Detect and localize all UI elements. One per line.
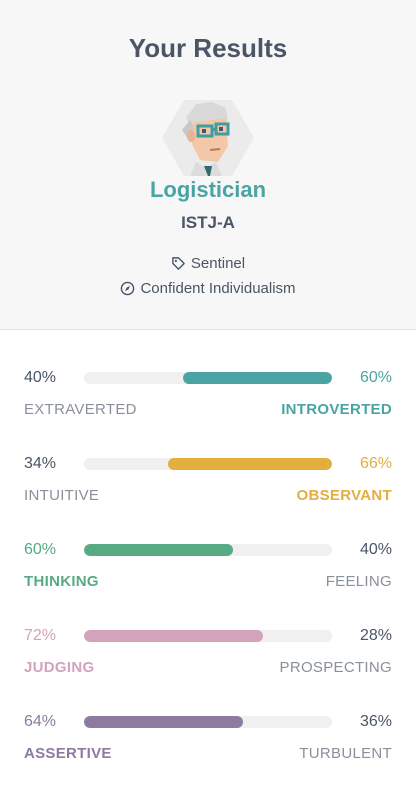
trait-right-label: TURBULENT xyxy=(299,745,392,762)
trait-left-percent: 72% xyxy=(24,627,57,644)
tag-icon xyxy=(171,256,186,271)
trait-bar xyxy=(84,630,332,642)
role-row xyxy=(0,255,416,272)
role-label: Sentinel xyxy=(190,255,246,272)
trait-left-label: ASSERTIVE xyxy=(24,745,112,762)
trait-bar xyxy=(84,544,332,556)
trait-left-label: EXTRAVERTED xyxy=(24,401,137,418)
trait-right-percent: 66% xyxy=(359,455,392,472)
page-title: Your Results xyxy=(128,33,288,63)
trait-bar-fill xyxy=(84,716,243,728)
strategy-row xyxy=(0,280,416,297)
trait-left-label: INTUITIVE xyxy=(24,487,100,504)
trait-right-percent: 40% xyxy=(359,541,392,558)
trait-right-percent: 60% xyxy=(359,369,392,386)
trait-bar-fill xyxy=(84,630,263,642)
trait-right-label: FEELING xyxy=(325,573,392,590)
results-header xyxy=(0,0,416,330)
trait-right-label: OBSERVANT xyxy=(296,487,392,504)
trait-nature xyxy=(24,541,392,601)
logistician-avatar-icon xyxy=(160,96,256,180)
trait-right-label: PROSPECTING xyxy=(279,659,392,676)
trait-left-percent: 64% xyxy=(24,713,57,730)
trait-bar xyxy=(84,716,332,728)
trait-bar-fill xyxy=(168,458,332,470)
trait-right-percent: 36% xyxy=(359,713,392,730)
trait-tactics xyxy=(24,627,392,687)
trait-left-label: THINKING xyxy=(24,573,99,590)
trait-left-percent: 34% xyxy=(24,455,57,472)
compass-icon xyxy=(120,281,135,296)
trait-mind xyxy=(24,455,392,515)
trait-right-percent: 28% xyxy=(359,627,392,644)
trait-bar xyxy=(84,458,332,470)
trait-left-percent: 40% xyxy=(24,369,57,386)
strategy-label: Confident Individualism xyxy=(140,280,296,297)
trait-identity xyxy=(24,713,392,773)
trait-energy xyxy=(24,369,392,429)
trait-bar xyxy=(84,372,332,384)
type-name: Logistician xyxy=(149,177,267,202)
trait-bar-fill xyxy=(183,372,332,384)
trait-left-label: JUDGING xyxy=(24,659,95,676)
type-code: ISTJ-A xyxy=(181,213,235,232)
trait-right-label: INTROVERTED xyxy=(281,401,392,418)
trait-left-percent: 60% xyxy=(24,541,57,558)
trait-bar-fill xyxy=(84,544,233,556)
